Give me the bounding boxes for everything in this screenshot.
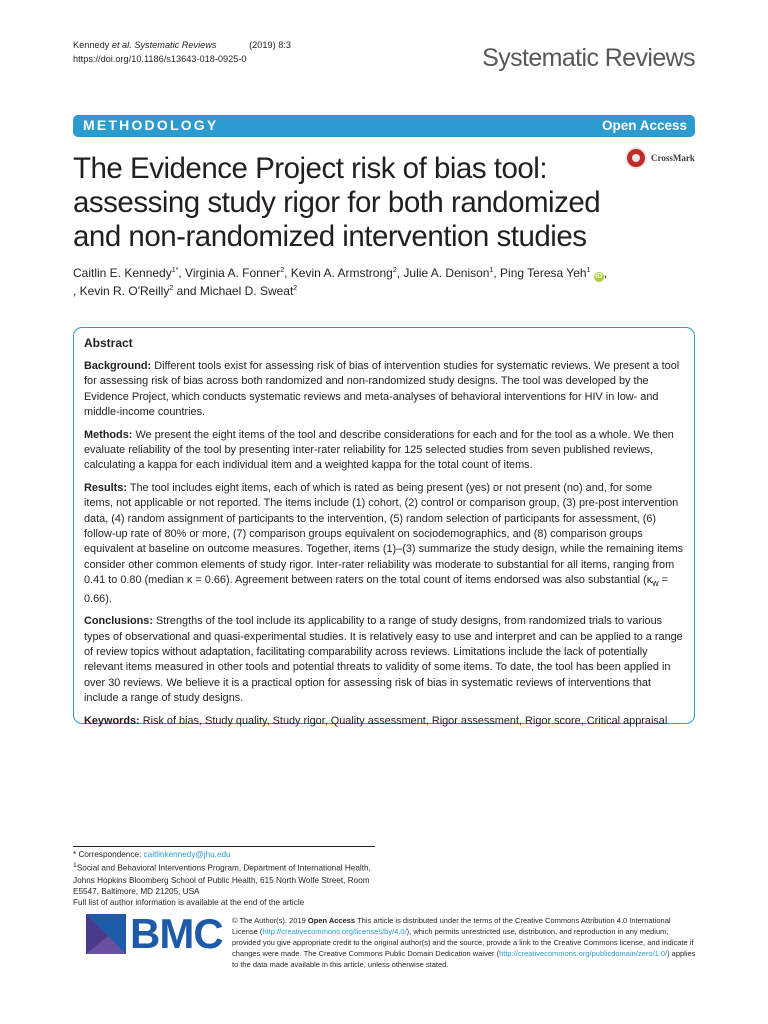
- author-affiliation-mark: 1: [489, 267, 494, 274]
- keywords-text: Risk of bias, Study quality, Study rigor, Quality assessment, Rigor assessment, Rigor score, Critical appraisal: [142, 714, 668, 727]
- abstract-keywords: [84, 714, 684, 729]
- correspondence-label: * Correspondence:: [73, 850, 144, 859]
- citation-journal: et al. Systematic Reviews: [111, 40, 217, 50]
- author-affiliation-mark: 2: [169, 285, 174, 292]
- doi-link[interactable]: https://doi.org/10.1186/s13643-018-0925-0: [73, 54, 247, 64]
- journal-name: Systematic Reviews: [482, 44, 695, 72]
- conclusions-label: Conclusions:: [84, 615, 153, 628]
- author-name: , Ping Teresa Yeh: [493, 266, 587, 280]
- methods-label: Methods:: [84, 428, 133, 441]
- affiliation: [73, 860, 383, 897]
- author-affiliation-mark: 2: [280, 267, 285, 274]
- conclusions-text: Strengths of the tool include its applicability to a range of study designs, from randomized trials to various types of observational and quasi-experimental studies. It is relatively easy to use and interpret and can be applied to a range of review topics without adaptation, facilitating comparability across reviews. Limitations include the lack of potentially relevant items measured in other tools and potential threats to validity of some items. To date, the tool has been applied in over 30 reviews. We believe it is a practical option for assessing risk of bias in systematic reviews of interventions that include a range of study designs.: [84, 615, 683, 705]
- author-list: Caitlin E. Kennedy$^{1*}$, Virginia A. Fonner$^2$, Kevin A. Armstrong$^2$, Julie A. Denison$^1$, Ping Teresa Yeh$^1$ iD , , Kevin R. O'Reilly$^2$ and Michael D. Sweat$^2$: [73, 266, 608, 298]
- results-label: Results:: [84, 481, 127, 494]
- background-label: Background:: [84, 360, 152, 372]
- methods-text: We present the eight items of the tool and describe considerations for each and for the tool as a whole. We then evaluate reliability of the tool by presenting inter-rater reliability for 125 selected studies from seven published reviews, calculating a kappa for each individual item and a weighted kappa for the total count of items.: [84, 428, 674, 472]
- crossmark-label: CrossMark: [651, 153, 695, 163]
- crossmark-badge[interactable]: [625, 145, 695, 171]
- results-text: The tool includes eight items, each of which is rated as being present (yes) or not present (no) and, for some items, not applicable or not reported. The items include (1) cohort, (2) control or comparison group, (3) pre-post intervention data, (4) random assignment of participants to the intervention, (5) random selection of participants for assessment, (6) follow-up rate of 80% or more, (7) comparison groups equivalent on sociodemographics, and (8) comparison groups equivalent at baseline on outcome measures. Together, items (1)–(3) summarize the study design, while the remaining items consider other common elements of study rigor. Inter-rater reliability was moderate to substantial for all items, ranging from 0.41 to 0.80 (median κ = 0.66). Agreement between raters on the total count of items endorsed was also substantial (κ: [84, 481, 684, 587]
- section-banner: [73, 115, 695, 137]
- background-text: Different tools exist for assessing risk of bias of intervention studies for systematic reviews. We present a tool for assessing risk of bias across both randomized and non-randomized study designs. The tool was developed by the Evidence Project, which conducts systematic reviews and meta-analyses of behavioral interventions for HIV in low- and middle-income countries.: [84, 360, 680, 419]
- citation-author: Kennedy: [73, 40, 110, 50]
- author-name: , Kevin R. O'Reilly: [73, 284, 170, 298]
- license-link[interactable]: http://creativecommons.org/licenses/by/4.0/: [262, 927, 407, 937]
- author-name: , Virginia A. Fonner: [178, 266, 281, 280]
- license-body: This article is distributed under the terms of the Creative Commons Attribution 4.0 International License (: [232, 916, 671, 937]
- open-access-label: Open Access: [601, 118, 687, 133]
- citation-block: [73, 38, 291, 66]
- abstract-conclusions: [84, 614, 684, 706]
- author-affiliation-mark: 2: [293, 285, 298, 292]
- open-access-tag: Open Access: [307, 916, 356, 925]
- email-link[interactable]: caitlinkennedy@jhu.edu: [143, 850, 231, 859]
- affiliation-text: Social and Behavioral Interventions Program, Department of International Health, Johns Hopkins Bloomberg School of Public Health, 615 North Wolfe Street, Room E5547, Baltimore, MD 21205, USA: [73, 864, 371, 896]
- author-name: and Michael D. Sweat: [173, 284, 294, 298]
- section-label: METHODOLOGY: [83, 117, 219, 133]
- author-name: Caitlin E. Kennedy: [73, 266, 172, 280]
- abstract-heading: Abstract: [84, 336, 133, 350]
- abstract-box: [73, 327, 695, 727]
- author-affiliation-mark: 1: [586, 267, 591, 274]
- results-subscript: w: [652, 578, 659, 589]
- footnotes: [73, 849, 383, 909]
- article-title: The Evidence Project risk of bias tool: assessing study rigor for both randomized and non-randomized intervention studies: [73, 152, 601, 253]
- footnote-divider: [73, 846, 375, 847]
- abstract-methods: [84, 428, 684, 474]
- author-name: , Julie A. Denison: [396, 266, 490, 280]
- license-text: [232, 915, 698, 970]
- abstract-background: [84, 359, 684, 421]
- author-affiliation-mark: 1*: [171, 267, 179, 274]
- bmc-logo[interactable]: [84, 910, 223, 958]
- bmc-logo-text: BMC: [130, 910, 223, 957]
- license-body-3: ) applies to the data made available in this article, unless otherwise stated.: [232, 949, 696, 970]
- correspondence: [73, 849, 383, 860]
- orcid-icon[interactable]: iD: [595, 273, 603, 280]
- bmc-logo-icon: [84, 912, 128, 956]
- copyright: © The Author(s). 2019: [232, 916, 308, 925]
- abstract-results: [84, 481, 684, 607]
- waiver-link[interactable]: http://creativecommons.org/publicdomain/zero/1.0/: [499, 949, 668, 959]
- author-info-note: Full list of author information is available at the end of the article: [73, 898, 305, 908]
- citation-year: (2019) 8:3: [249, 40, 291, 50]
- license-body-2: ), which permits unrestricted use, distribution, and reproduction in any medium, provided you give appropriate credit to the original author(s) and the source, provide a link to the Creative Commons license, and indicate if changes were made. The Creative Commons Public Domain Dedication waiver (: [232, 927, 694, 959]
- results-text-end: = 0.66).: [84, 574, 669, 605]
- author-affiliation-mark: 2: [392, 267, 397, 274]
- affiliation-mark: 1: [73, 862, 77, 870]
- keywords-label: Keywords:: [84, 714, 140, 727]
- author-name: , Kevin A. Armstrong: [284, 266, 393, 280]
